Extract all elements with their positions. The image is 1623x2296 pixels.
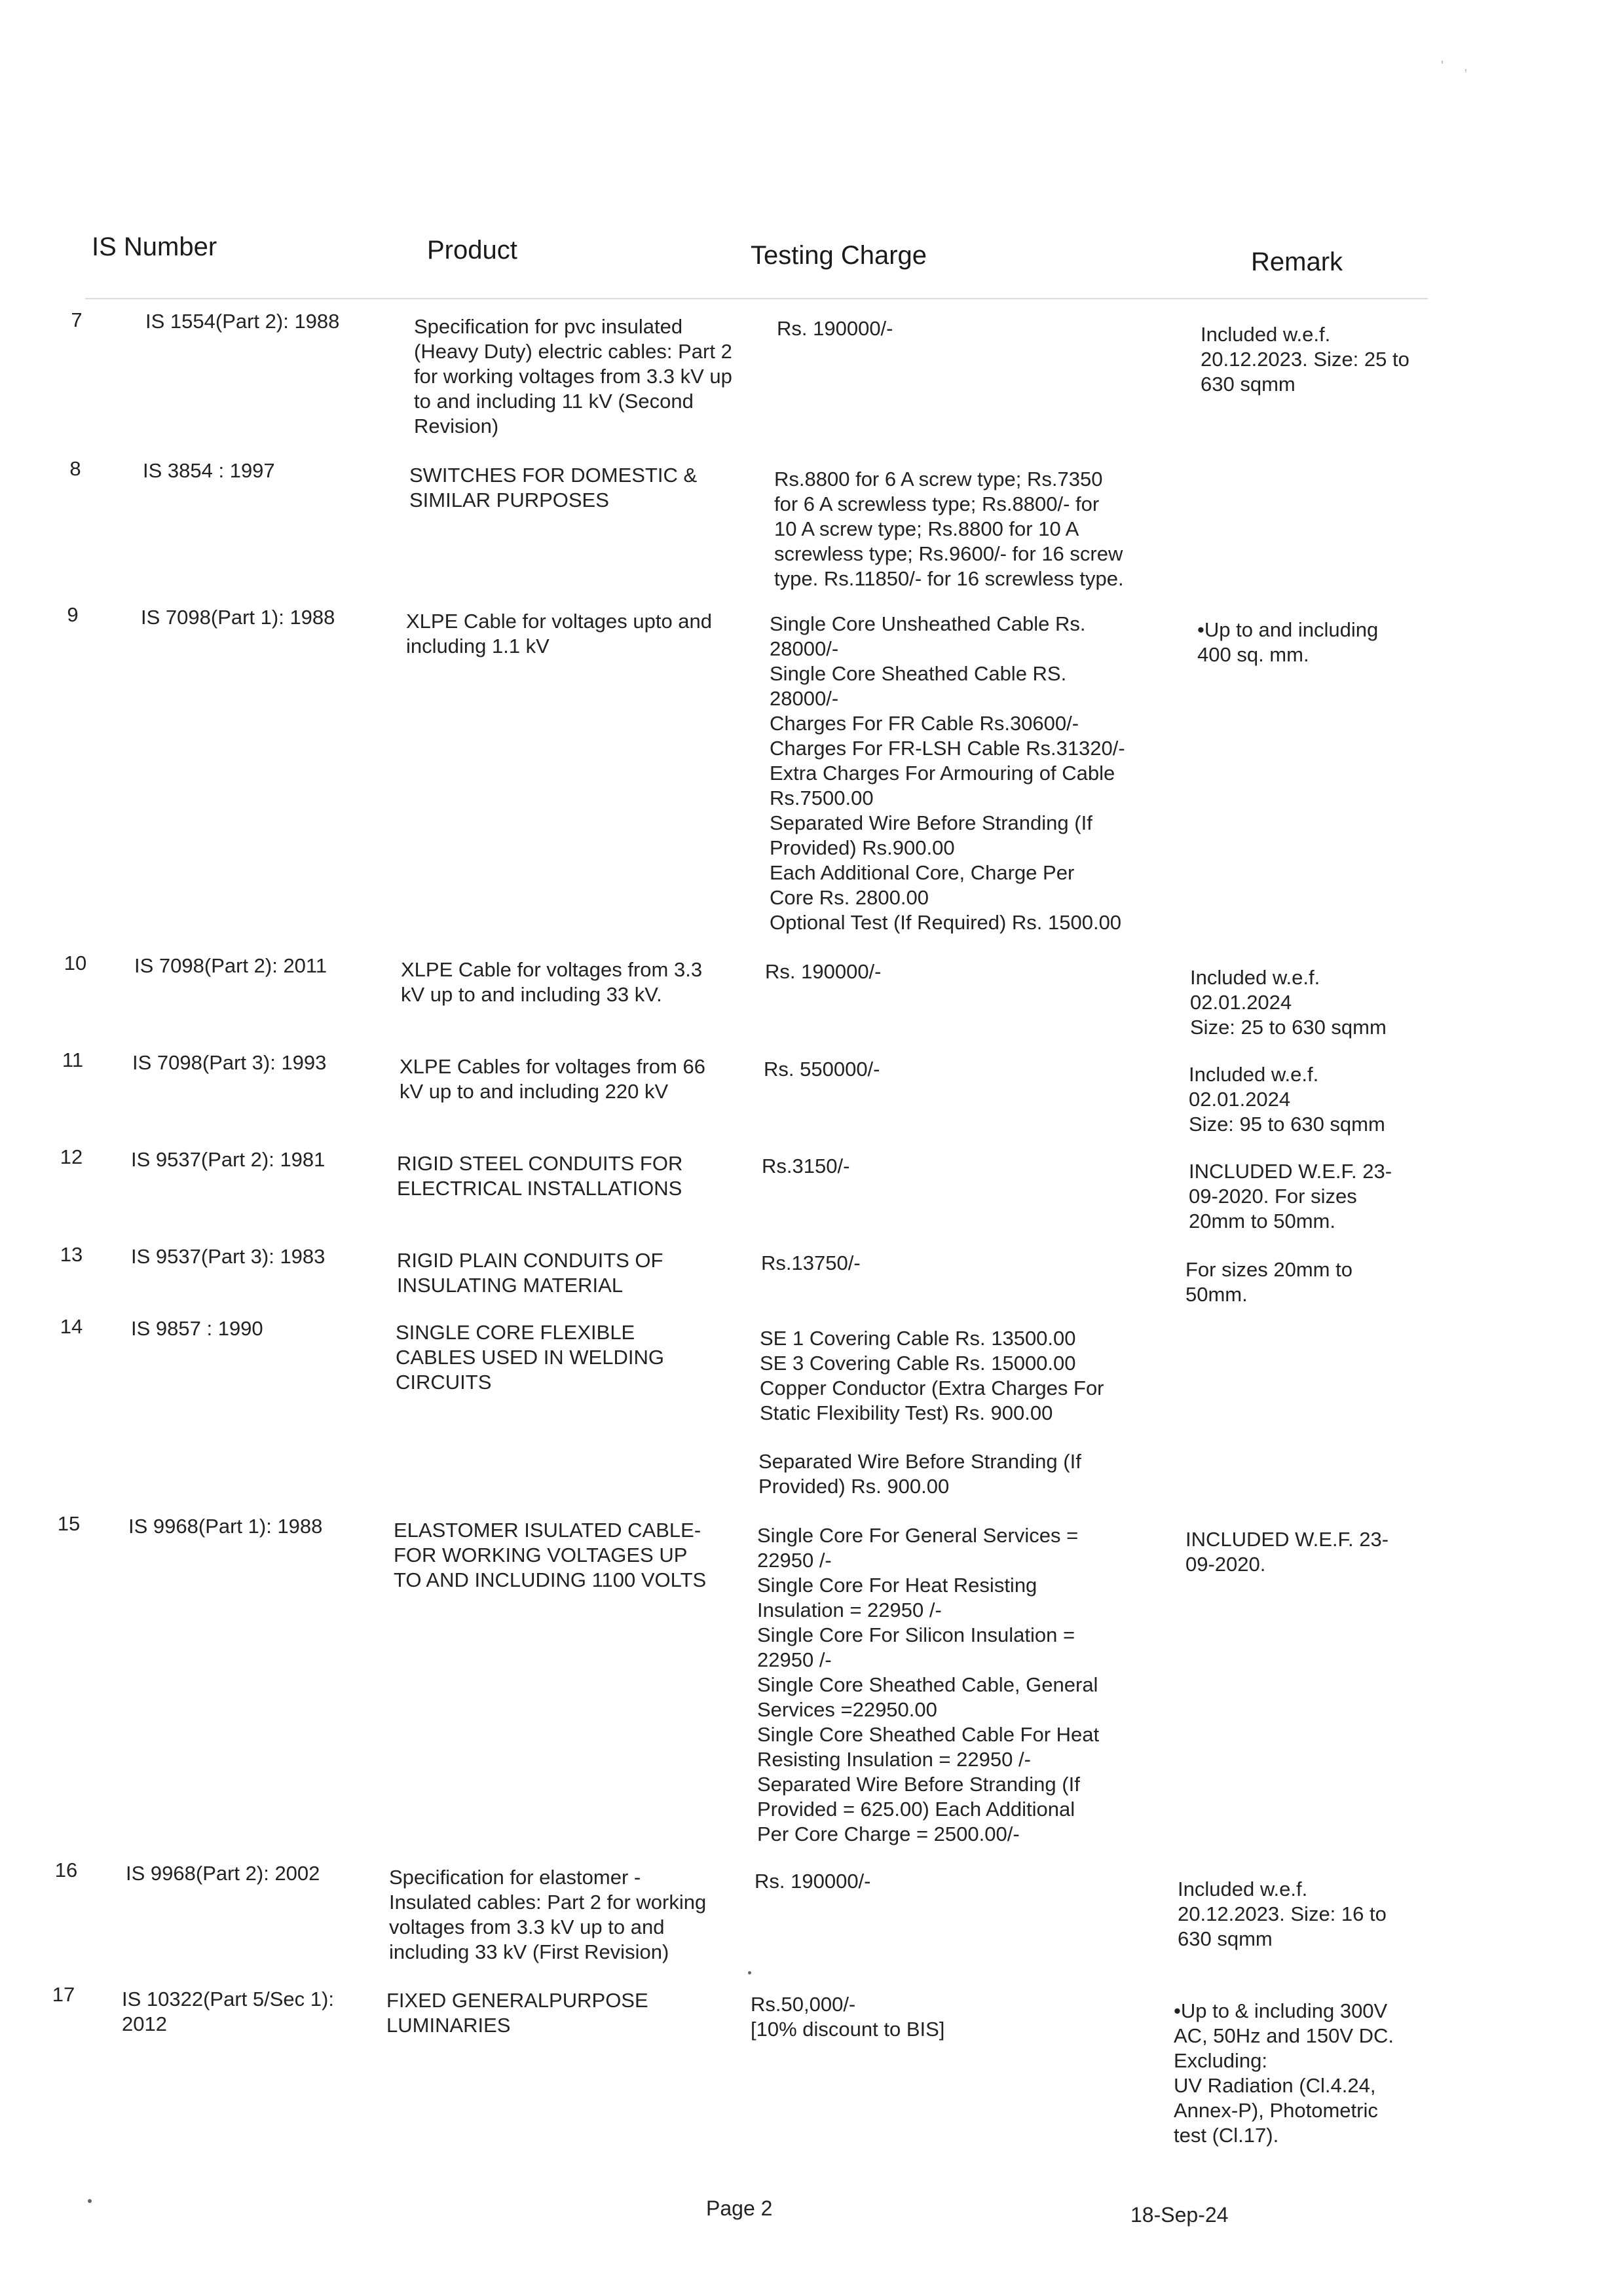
header-divider [85, 298, 1428, 299]
header-is-number: IS Number [92, 232, 217, 261]
row-number: 11 [62, 1048, 84, 1071]
is-number: IS 7098(Part 1): 1988 [141, 606, 335, 629]
row-number: 7 [71, 308, 83, 331]
is-number: IS 3854 : 1997 [143, 459, 275, 482]
scan-speck [88, 2199, 92, 2203]
testing-charge: Single Core For General Services = 22950 /- Single Core For Heat Resisting Insulation = 22950 /- Single Core For Silicon Insulation = 22950 /- Single Core Sheathed Cable, General Services =22950.00 Single Core Sheathed Cable For Heat Resisting Insulation = 22950 /- Separated Wire Before Stranding (If Provided = 625.00) Each Additional Per Core Charge = 2500.00/- [757, 1524, 1100, 1845]
remark: Included w.e.f. 20.12.2023. Size: 25 to 630 sqmm [1201, 323, 1409, 396]
is-number: IS 7098(Part 2): 2011 [134, 954, 327, 977]
row-number: 16 [54, 1859, 78, 1881]
testing-charge: Rs. 550000/- [764, 1058, 880, 1081]
page-number: Page 2 [706, 2196, 773, 2220]
testing-charge: Single Core Unsheathed Cable Rs. 28000/- Single Core Sheathed Cable RS. 28000/- Charges For FR Cable Rs.30600/- Charges For FR-LSH Cable Rs.31320/- Extra Charges For Armouring of Cable Rs.7500.00 Separated Wire Before Stranding (If Provided) Rs.900.00 Each Additional Core, Charge Per Core Rs. 2800.00 Optional Test (If Required) Rs. 1500.00 [770, 612, 1125, 934]
testing-charge-additional: Separated Wire Before Stranding (If Provided) Rs. 900.00 [758, 1450, 1081, 1498]
row-number: 10 [64, 952, 87, 974]
product-description: SWITCHES FOR DOMESTIC & SIMILAR PURPOSES [409, 464, 698, 511]
product-description: RIGID STEEL CONDUITS FOR ELECTRICAL INSTALLATIONS [397, 1152, 683, 1200]
is-number: IS 9537(Part 3): 1983 [131, 1245, 326, 1268]
is-number: IS 1554(Part 2): 1988 [145, 310, 340, 333]
is-number: IS 9537(Part 2): 1981 [131, 1148, 326, 1171]
is-number: IS 9968(Part 2): 2002 [126, 1862, 320, 1885]
remark: For sizes 20mm to 50mm. [1185, 1258, 1352, 1306]
remark: •Up to and including 400 sq. mm. [1197, 618, 1379, 666]
is-number: IS 7098(Part 3): 1993 [132, 1051, 327, 1074]
is-number: IS 10322(Part 5/Sec 1): 2012 [122, 1988, 334, 2035]
row-number: 17 [52, 1983, 75, 2006]
testing-charge: Rs. 190000/- [755, 1870, 871, 1893]
testing-charge: Rs. 190000/- [777, 317, 893, 340]
product-description: ELASTOMER ISULATED CABLE- FOR WORKING VOLTAGES UP TO AND INCLUDING 1100 VOLTS [394, 1519, 707, 1591]
header-testing-charge: Testing Charge [751, 241, 927, 270]
header-product: Product [427, 236, 517, 265]
remark: INCLUDED W.E.F. 23- 09-2020. For sizes 20mm to 50mm. [1189, 1160, 1392, 1232]
testing-charge: SE 1 Covering Cable Rs. 13500.00 SE 3 Covering Cable Rs. 15000.00 Copper Conductor (Extra Charges For Static Flexibility Test) Rs. 900.00 [760, 1327, 1104, 1424]
scan-speck [748, 1971, 751, 1974]
is-number: IS 9968(Part 1): 1988 [128, 1515, 323, 1538]
product-description: SINGLE CORE FLEXIBLE CABLES USED IN WELDING CIRCUITS [396, 1321, 664, 1394]
testing-charge: Rs.8800 for 6 A screw type; Rs.7350 for 6 A screwless type; Rs.8800/- for 10 A screw type; Rs.8800 for 10 A screwless type; Rs.9600/- for 16 screw type. Rs.11850/- for 16 screwless type. [774, 468, 1124, 590]
row-number: 12 [60, 1145, 83, 1168]
row-number: 13 [60, 1243, 83, 1266]
product-description: Specification for elastomer - Insulated cables: Part 2 for working voltages from 3.3 kV up to and including 33 kV (First Revision) [389, 1866, 707, 1963]
remark: Included w.e.f. 20.12.2023. Size: 16 to 630 sqmm [1178, 1878, 1387, 1950]
row-number: 15 [57, 1512, 81, 1535]
row-number: 8 [69, 457, 81, 480]
testing-charge: Rs.3150/- [762, 1155, 850, 1177]
testing-charge: Rs.13750/- [761, 1251, 861, 1274]
header-remark: Remark [1251, 248, 1343, 276]
product-description: Specification for pvc insulated (Heavy Duty) electric cables: Part 2 for working voltages from 3.3 kV up to and including 11 kV (Second Revision) [414, 315, 732, 437]
testing-charge: Rs.50,000/- [10% discount to BIS] [751, 1993, 945, 2041]
row-number: 9 [67, 603, 79, 626]
product-description: RIGID PLAIN CONDUITS OF INSULATING MATERIAL [397, 1249, 663, 1297]
product-description: XLPE Cable for voltages from 3.3 kV up to and including 33 kV. [401, 958, 703, 1006]
product-description: XLPE Cable for voltages upto and including 1.1 kV [406, 610, 713, 657]
row-number: 14 [60, 1315, 83, 1338]
remark: Included w.e.f. 02.01.2024 Size: 95 to 630 sqmm [1189, 1063, 1385, 1136]
footer-date: 18-Sep-24 [1130, 2203, 1229, 2227]
remark: Included w.e.f. 02.01.2024 Size: 25 to 630 sqmm [1190, 966, 1387, 1039]
scan-mark: ' , [1441, 58, 1468, 74]
remark: •Up to & including 300V AC, 50Hz and 150V DC. Excluding: UV Radiation (Cl.4.24, Annex-P), Photometric test (Cl.17). [1174, 1999, 1394, 2147]
is-number: IS 9857 : 1990 [131, 1317, 263, 1340]
remark: INCLUDED W.E.F. 23- 09-2020. [1185, 1528, 1389, 1576]
product-description: XLPE Cables for voltages from 66 kV up to and including 220 kV [400, 1055, 705, 1103]
product-description: FIXED GENERALPURPOSE LUMINARIES [386, 1989, 648, 2037]
testing-charge: Rs. 190000/- [765, 960, 882, 983]
